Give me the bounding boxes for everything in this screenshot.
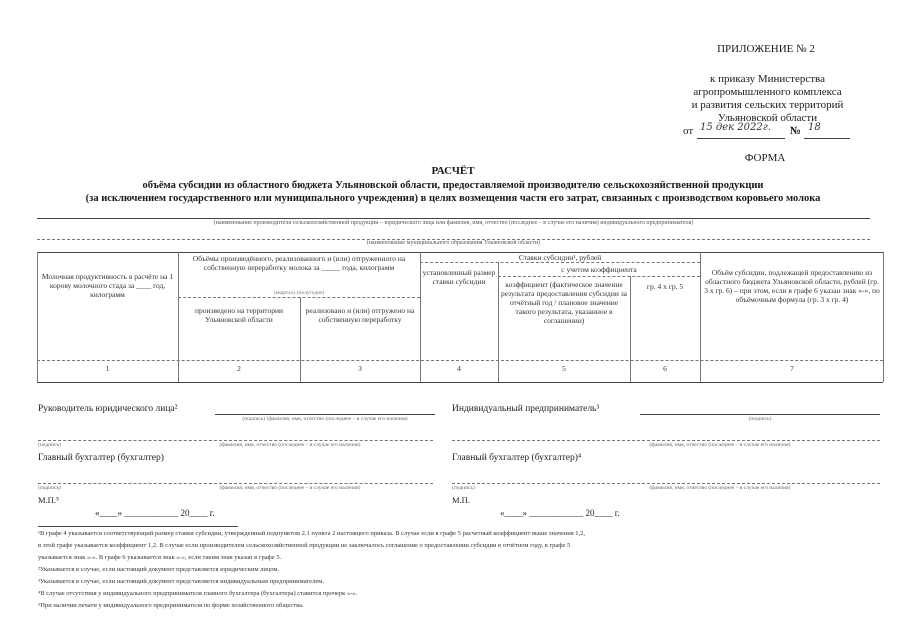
stamp-left: М.П.⁵	[38, 495, 59, 505]
accountant-left-sign-caption: (подпись)	[38, 485, 61, 491]
number-prefix: №	[790, 125, 802, 137]
col-border-6	[700, 252, 701, 382]
entrepreneur-label: Индивидуальный предприниматель³	[452, 404, 600, 414]
head-fio-line	[38, 440, 433, 441]
accountant-label-right: Главный бухгалтер (бухгалтер)⁴	[452, 453, 582, 463]
table-number-row-border	[37, 360, 883, 361]
head-label: Руководитель юридического лица²	[38, 404, 178, 414]
col5-header: коэффициент (фактическое значение результата предоставления субсидии за отчётный год / плановое значение такого результата, указанное в соглашении)	[500, 280, 628, 325]
date-underline	[697, 138, 785, 139]
col-number-5: 5	[562, 364, 566, 373]
col-border-0	[37, 252, 38, 382]
title-line-2: (за исключением государственного или муниципального учреждения) в целях возмещения части его затрат, связанных с производством коровьего молока	[85, 193, 821, 204]
col6-header: гр. 4 х гр. 5	[646, 282, 684, 291]
col-border-7	[883, 252, 884, 382]
coef-sub-border	[498, 276, 700, 277]
producer-line	[37, 218, 870, 219]
col7-header: Объём субсидии, подлежащей предоставлению из областного бюджета Ульяновской области, рублей (гр. 3 х гр. 6) – при этом, если в графе 6 указан знак «-», по объёмочным формула (гр. 3 х гр. 4)	[704, 268, 880, 304]
col-number-2: 2	[237, 364, 241, 373]
head-fio-caption: (фамилия, имя, отчество (последнее – в случае его наличия)	[219, 442, 361, 448]
col2-sub-caption: (квартал) (полугодие)	[273, 290, 325, 296]
entrepreneur-fio-line	[452, 440, 880, 441]
accountant-left-line	[38, 483, 433, 484]
order-line-2: агропромышленного комплекса	[693, 86, 842, 98]
handwritten-date: 15 дек 2022г.	[700, 122, 771, 133]
date-right: «____» ____________ 20____ г.	[500, 508, 620, 518]
footnote-1a: ¹В графе 4 указывается соответствующий размер ставки субсидии, утвержденный подпунктом 2.1 пункта 2 настоящего приказа. В случае если в графе 5 расчетный коэффициент выше значения 1,2,	[38, 530, 586, 537]
footnote-4: ⁴В случае отсутствия у индивидуального предпринимателя главного бухгалтера (бухгалтера) ставится прочерк «-».	[38, 590, 358, 597]
accountant-label-left: Главный бухгалтер (бухгалтер)	[38, 453, 164, 463]
footnote-1b: в этой графе указывается коэффициент 1,2. В случае если производителем сельскохозяйственной продукции не заключалось соглашение о предоставлении субсидии в отчётном году, в графе 5	[38, 542, 571, 549]
accountant-right-sign-caption: (подпись)	[452, 485, 475, 491]
rates-header: Ставки субсидии¹, рублей	[518, 253, 602, 262]
col-border-1	[178, 252, 179, 382]
order-line-4: Ульяновской области	[717, 112, 818, 124]
head-signature-line	[215, 414, 435, 415]
order-line-1: к приказу Министерства	[710, 73, 825, 85]
col-number-3: 3	[358, 364, 362, 373]
entrepreneur-caption: (подпись)	[748, 416, 772, 422]
col2-header: Объёмы произведённого, реализованного и (или) отгруженного на собственную переработку молока за _____ года, килограмм	[192, 254, 406, 272]
footnote-divider	[38, 526, 238, 527]
footnote-3: ³Указывается в случае, если настоящий документ представляется индивидуальным предпринимателем.	[38, 578, 325, 585]
handwritten-number: 18	[808, 122, 821, 133]
col-number-6: 6	[663, 364, 667, 373]
form-label: ФОРМА	[744, 152, 786, 164]
head-sign-caption: (подпись)	[38, 442, 61, 448]
col-number-4: 4	[457, 364, 461, 373]
title-line-1: объёма субсидии из областного бюджета Ульяновской области, предоставляемой производителю сельскохозяйственной продукции	[142, 180, 764, 191]
col4-header: установленный размер ставки субсидии	[422, 268, 496, 286]
stamp-right: М.П.	[452, 495, 470, 505]
document-title: РАСЧЁТ	[431, 165, 475, 177]
col-number-7: 7	[790, 364, 794, 373]
order-line-3: и развития сельских территорий	[691, 99, 844, 111]
col-border-4	[498, 262, 499, 382]
footnote-2: ²Указывается в случае, если настоящий документ представляется юридическим лицом.	[38, 566, 280, 573]
accountant-right-fio-caption: (фамилия, имя, отчество (последнее – в случае его наличия)	[649, 485, 791, 491]
producer-caption: (наименование производителя сельскохозяйственной продукции – юридического лица или фамилия, имя, отчество (последнее – в случае его наличия) индивидуального предпринимателя)	[213, 220, 694, 226]
col-number-1: 1	[105, 364, 110, 373]
head-caption: (подпись) (фамилия, имя, отчество (последнее – в случае его наличия)	[242, 416, 408, 422]
footnote-1c: указывается знак «-». В графе 6 указывается знак «-», если таким знак указан в графе 5.	[38, 554, 282, 561]
col-border-3	[420, 252, 421, 382]
rates-sub-border	[420, 262, 700, 263]
date-prefix: от	[683, 125, 694, 137]
accountant-right-line	[452, 483, 880, 484]
entrepreneur-signature-line	[640, 414, 880, 415]
col1-header: Молочная продуктивность в расчёте на 1 корову молочного стада за ____ год, килограмм	[41, 272, 174, 299]
entrepreneur-fio-caption: (фамилия, имя, отчество (последнее – в случае его наличия)	[649, 442, 791, 448]
number-underline	[804, 138, 850, 139]
date-left: «____» ____________ 20____ г.	[95, 508, 215, 518]
footnote-5: ⁵При наличии печати у индивидуального предпринимателя по форме хозяйственного общества.	[38, 602, 304, 609]
col2a-header: произведено на территории Ульяновской области	[194, 306, 284, 324]
col2b-header: реализовано и (или) отгружено на собственную переработку	[305, 306, 415, 324]
col-border-2	[300, 297, 301, 382]
accountant-left-fio-caption: (фамилия, имя, отчество (последнее – в случае его наличия)	[219, 485, 361, 491]
table-bottom-border	[37, 382, 883, 383]
col-border-5	[630, 276, 631, 382]
appendix-label: ПРИЛОЖЕНИЕ № 2	[717, 43, 815, 55]
coef-header: с учетом коэффициента	[561, 265, 637, 274]
municipality-caption: (наименование муниципального образования Ульяновской области)	[366, 240, 541, 246]
